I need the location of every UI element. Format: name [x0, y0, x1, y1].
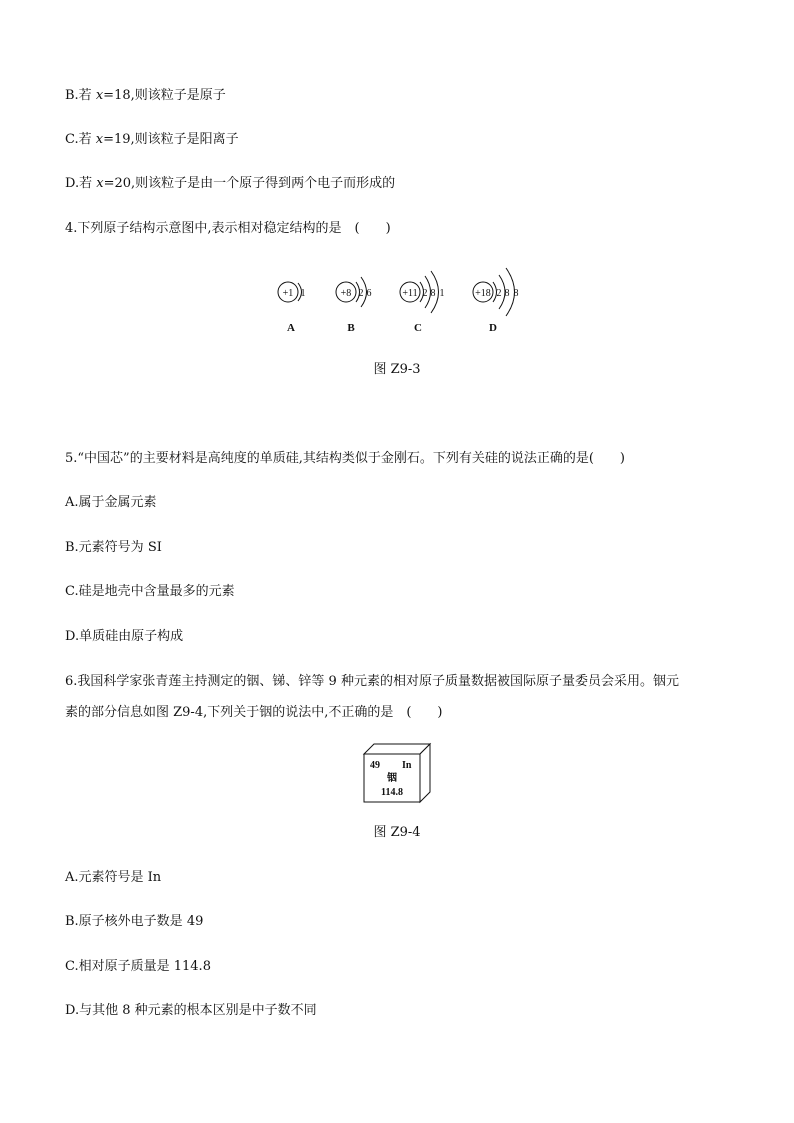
q3-option-b-text: =18,则该粒子是原子 — [103, 88, 226, 103]
element-name: 铟 — [387, 773, 397, 784]
nucleus-charge-c: +11 — [402, 288, 418, 299]
nucleus-charge-d: +18 — [475, 288, 491, 299]
atomic-number: 49 — [370, 760, 380, 771]
electrons-a1: 1 — [300, 288, 306, 299]
q3-option-b-variable: x — [95, 88, 104, 103]
q5-stem: 5.“中国芯”的主要材料是高纯度的单质硅,其结构类似于金刚石。下列有关硅的说法正确的是( ) — [65, 451, 625, 466]
q6-option-b: B.原子核外电子数是 49 — [65, 914, 204, 929]
electrons-d1: 2 — [496, 288, 502, 299]
q6-option-c: C.相对原子质量是 114.8 — [65, 959, 211, 974]
electrons-b1: 2 — [358, 288, 364, 299]
q5-option-c: C.硅是地壳中含量最多的元素 — [65, 584, 235, 599]
atomic-mass: 114.8 — [381, 787, 403, 798]
q6-option-a: A.元素符号是 In — [65, 870, 162, 885]
q3-option-c — [65, 131, 239, 149]
q4-stem: 4.下列原子结构示意图中,表示相对稳定结构的是 ( ) — [65, 221, 391, 236]
figure-caption-z9-4: 图 Z9-4 — [373, 825, 421, 840]
diagram-label-a: A — [287, 322, 295, 334]
element-symbol: In — [402, 760, 412, 771]
q3-option-b-prefix: B.若 — [65, 88, 96, 103]
q3-option-d-variable: x — [96, 176, 104, 191]
q6-stem-line2: 素的部分信息如图 Z9-4,下列关于铟的说法中,不正确的是 ( ) — [65, 705, 443, 720]
diagram-label-b: B — [347, 322, 355, 334]
electrons-c1: 2 — [422, 288, 428, 299]
atomic-structure-diagrams — [260, 258, 550, 343]
q6-option-d: D.与其他 8 种元素的根本区别是中子数不同 — [65, 1003, 317, 1018]
diagram-d — [473, 268, 519, 334]
nucleus-charge-a: +1 — [282, 288, 294, 299]
q5-option-b: B.元素符号为 SI — [65, 540, 162, 555]
electrons-d2: 8 — [504, 288, 510, 299]
q3-option-c-variable: x — [95, 132, 104, 147]
diagram-label-c: C — [414, 322, 422, 334]
indium-element-card — [362, 742, 434, 804]
q3-option-d-text: =20,则该粒子是由一个原子得到两个电子而形成的 — [103, 176, 396, 191]
q3-option-d-prefix: D.若 — [65, 176, 97, 191]
q3-option-d — [65, 175, 395, 193]
figure-caption-z9-3: 图 Z9-3 — [373, 362, 421, 377]
diagram-b — [336, 277, 372, 334]
electrons-c3: 1 — [439, 288, 445, 299]
q5-option-d: D.单质硅由原子构成 — [65, 629, 184, 644]
electrons-b2: 6 — [366, 288, 372, 299]
q3-option-c-text: =19,则该粒子是阳离子 — [103, 132, 239, 147]
diagram-a — [278, 282, 306, 334]
electrons-c2: 8 — [430, 288, 436, 299]
nucleus-charge-b: +8 — [340, 288, 352, 299]
q3-option-c-prefix: C.若 — [65, 132, 96, 147]
q3-option-b — [65, 87, 226, 105]
diagram-label-d: D — [489, 322, 497, 334]
electrons-d3: 8 — [513, 288, 519, 299]
q6-stem-line1: 6.我国科学家张青莲主持测定的铟、锑、锌等 9 种元素的相对原子质量数据被国际原子量委员会采用。铟元 — [65, 674, 679, 689]
diagram-c — [400, 271, 445, 334]
q5-option-a: A.属于金属元素 — [65, 495, 157, 510]
